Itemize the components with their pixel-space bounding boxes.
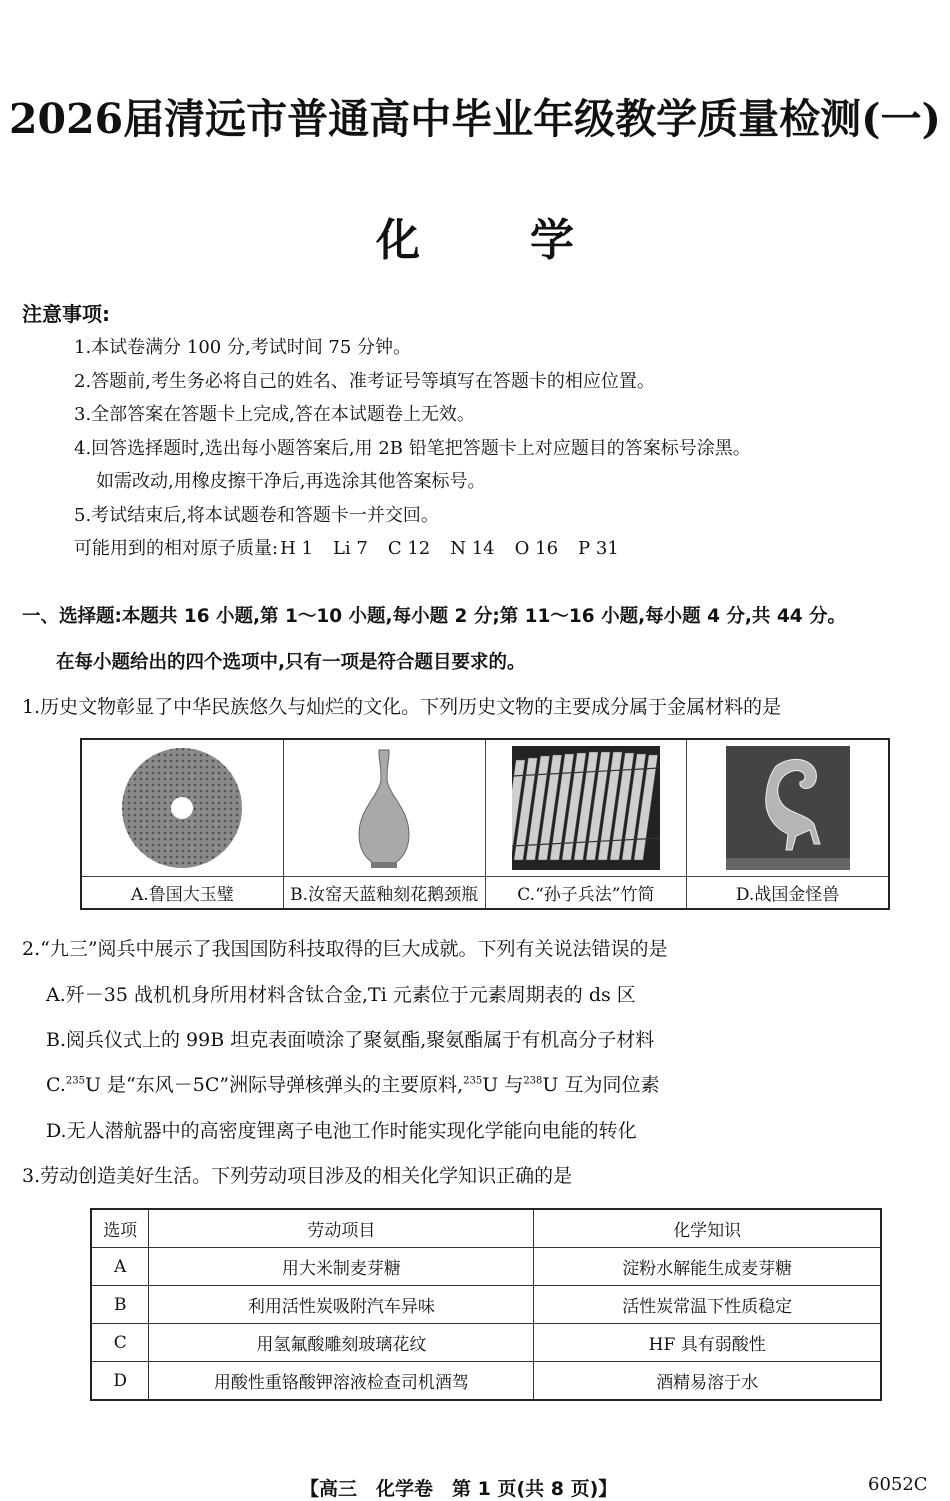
atomic-masses	[74, 534, 639, 560]
row-labor: 用酸性重铬酸钾溶液检查司机酒驾	[149, 1362, 534, 1401]
section-instruction: 在每小题给出的四个选项中,只有一项是符合题目要求的。	[56, 652, 526, 673]
row-knowledge: 活性炭常温下性质稳定	[534, 1286, 881, 1324]
subject-title: 化学	[376, 215, 684, 266]
mass-item: O 16	[514, 538, 559, 559]
question-3-stem: 3.劳动创造美好生活。下列劳动项目涉及的相关化学知识正确的是	[22, 1165, 573, 1187]
bamboo-slips-image	[486, 740, 687, 877]
notice-item: 4.回答选择题时,选出每小题答案后,用 2B 铅笔把答题卡上对应题目的答案标号涂黑。	[74, 437, 751, 459]
mass-item: N 14	[450, 538, 495, 559]
table-row	[91, 1286, 881, 1324]
notice-item: 2.答题前,考生务必将自己的姓名、准考证号等填写在答题卡的相应位置。	[74, 370, 655, 392]
paper-code: 6052C	[868, 1474, 928, 1495]
gold-beast-image	[687, 740, 888, 877]
goose-neck-vase-image	[284, 740, 485, 877]
option-d-cell	[687, 740, 888, 908]
question-2-stem: 2.“九三”阅兵中展示了我国国防科技取得的巨大成就。下列有关说法错误的是	[22, 938, 668, 960]
mass-item: C 12	[387, 538, 431, 559]
header-option: 选项	[91, 1209, 149, 1248]
question-1-image-table	[80, 738, 890, 910]
notice-heading: 注意事项:	[22, 302, 110, 326]
notice-item: 如需改动,用橡皮擦干净后,再选涂其他答案标号。	[96, 471, 486, 492]
question-2-option-b: B.阅兵仪式上的 99B 坦克表面喷涂了聚氨酯,聚氨酯属于有机高分子材料	[46, 1029, 655, 1051]
question-2-option-a: A.歼－35 战机机身所用材料含钛合金,Ti 元素位于元素周期表的 ds 区	[46, 984, 636, 1006]
row-knowledge: 酒精易溶于水	[534, 1362, 881, 1401]
question-1-stem: 1.历史文物彰显了中华民族悠久与灿烂的文化。下列历史文物的主要成分属于金属材料的是	[22, 696, 782, 718]
notice-item: 1.本试卷满分 100 分,考试时间 75 分钟。	[74, 337, 412, 358]
question-2-option-c: C.$^{235}$U 是“东风－5C”洲际导弹核弹头的主要原料,$^{235}$U 与$^{238}$U 互为同位素	[46, 1074, 660, 1096]
option-b-cell	[284, 740, 486, 908]
row-option: B	[91, 1286, 149, 1324]
row-knowledge: 淀粉水解能生成麦芽糖	[534, 1248, 881, 1286]
table-row	[91, 1324, 881, 1362]
jade-bi-disc-image	[82, 740, 283, 877]
header-knowledge: 化学知识	[534, 1209, 881, 1248]
row-labor: 利用活性炭吸附汽车异味	[149, 1286, 534, 1324]
row-option: A	[91, 1248, 149, 1286]
notice-list	[74, 334, 934, 535]
row-labor: 用大米制麦芽糖	[149, 1248, 534, 1286]
option-c-label: C.“孙子兵法”竹简	[517, 885, 655, 905]
row-option: D	[91, 1362, 149, 1401]
option-b-label: B.汝窑天蓝釉刻花鹅颈瓶	[290, 885, 479, 905]
question-3-table	[90, 1208, 882, 1401]
section-heading: 一、选择题:本题共 16 小题,第 1～10 小题,每小题 2 分;第 11～16 小题,每小题 4 分,共 44 分。	[22, 606, 847, 627]
option-d-label: D.战国金怪兽	[735, 885, 840, 905]
table-row	[91, 1362, 881, 1401]
mass-item: P 31	[578, 538, 619, 559]
option-a-label: A.鲁国大玉璧	[131, 885, 234, 905]
notice-item: 3.全部答案在答题卡上完成,答在本试题卷上无效。	[74, 404, 475, 425]
row-option: C	[91, 1324, 149, 1362]
mass-item: Li 7	[332, 538, 368, 559]
option-c-cell	[486, 740, 688, 908]
row-labor: 用氢氟酸雕刻玻璃花纹	[149, 1324, 534, 1362]
option-a-cell	[82, 740, 284, 908]
masses-label: 可能用到的相对原子质量:	[74, 538, 279, 559]
page-footer: 【高三 化学卷 第 1 页(共 8 页)】	[300, 1478, 618, 1500]
notice-item: 5.考试结束后,将本试题卷和答题卡一并交回。	[74, 504, 439, 526]
exam-title: 2026届清远市普通高中毕业年级教学质量检测(一)	[9, 95, 941, 143]
table-header-row	[91, 1209, 881, 1248]
row-knowledge: HF 具有弱酸性	[534, 1324, 881, 1362]
header-labor: 劳动项目	[149, 1209, 534, 1248]
table-row	[91, 1248, 881, 1286]
question-2-option-d: D.无人潜航器中的高密度锂离子电池工作时能实现化学能向电能的转化	[46, 1120, 637, 1142]
mass-item: H 1	[280, 538, 313, 559]
